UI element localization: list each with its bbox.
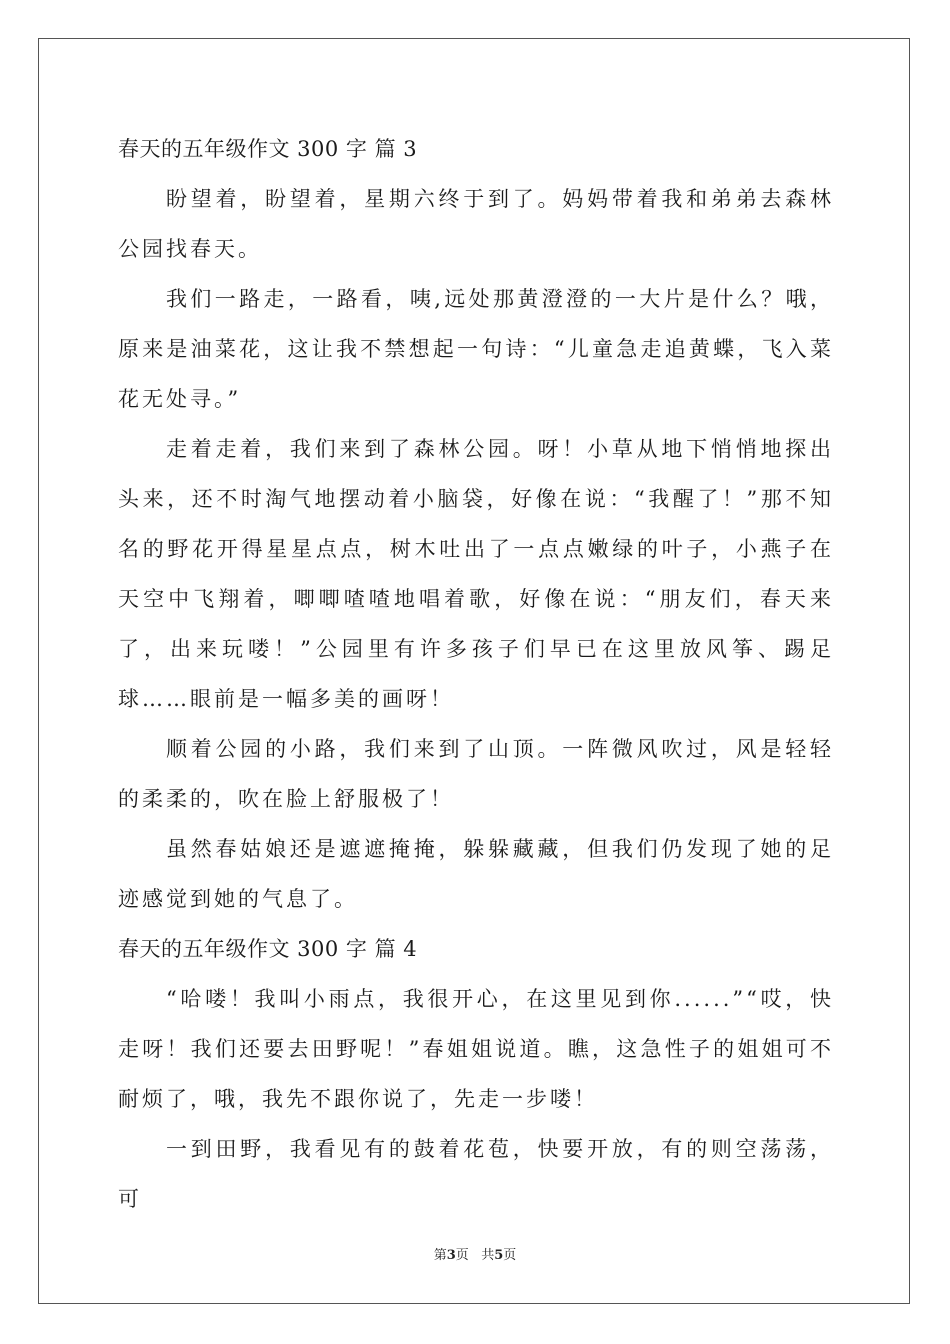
footer-middle: 页 共 [455,1248,495,1263]
total-page-count: 5 [494,1248,504,1263]
paragraph: 我们一路走，一路看，咦,远处那黄澄澄的一大片是什么？哦，原来是油菜花，这让我不禁想起一句诗：“儿童急走追黄蝶，飞入菜花无处寻。” [118,287,834,411]
paragraph: 顺着公园的小路，我们来到了山顶。一阵微风吹过，风是轻轻的柔柔的，吹在脸上舒服极了！ [118,737,834,811]
document-body [118,124,834,1224]
paragraph: 走着走着，我们来到了森林公园。呀！小草从地下悄悄地探出头来，还不时淘气地摆动着小脑袋，好像在说：“我醒了！”那不知名的野花开得星星点点，树木吐出了一点点嫩绿的叶子，小燕子在天空中飞翔着，唧唧喳喳地唱着歌，好像在说：“朋友们，春天来了，出来玩喽！”公园里有许多孩子们早已在这里放风筝、踢足球……眼前是一幅多美的画呀！ [118,437,834,711]
paragraph: 一到田野，我看见有的鼓着花苞，快要开放，有的则空荡荡，可 [118,1137,834,1211]
current-page-number: 3 [446,1248,456,1263]
paragraph: 虽然春姑娘还是遮遮掩掩，躲躲藏藏，但我们仍发现了她的足迹感觉到她的气息了。 [118,837,834,911]
footer-prefix: 第 [433,1248,447,1263]
footer-suffix: 页 [503,1248,517,1263]
paragraph: 盼望着，盼望着，星期六终于到了。妈妈带着我和弟弟去森林公园找春天。 [118,187,834,261]
section-heading: 春天的五年级作文 300 字 篇 4 [118,937,418,961]
section-heading: 春天的五年级作文 300 字 篇 3 [118,137,418,161]
paragraph: “哈喽！我叫小雨点，我很开心，在这里见到你......”“哎，快走呀！我们还要去田野呢！”春姐姐说道。瞧，这急性子的姐姐可不耐烦了，哦，我先不跟你说了，先走一步喽！ [118,987,834,1111]
page-number-footer [0,1244,950,1263]
